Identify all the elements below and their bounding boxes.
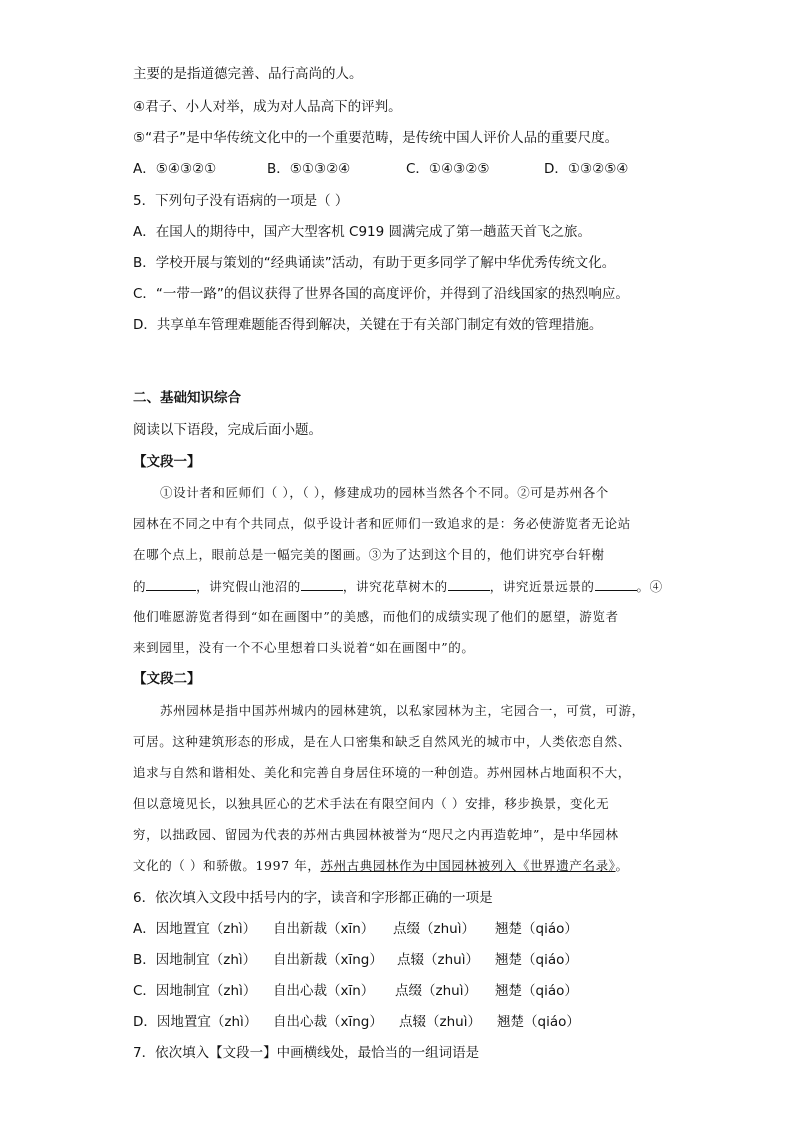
passage2-line: 追求与自然和谐相处、美化和完善自身居住环境的一种创造。苏州园林占地面积不大， (133, 765, 631, 780)
passage1-line-blanks (133, 576, 663, 597)
fill-blank-4[interactable] (595, 576, 637, 591)
q6-option-b-item: 自出新裁（xīng） (273, 952, 383, 968)
passage2-line: 穷，以拙政园、留园为代表的苏州古典园林被誉为“咫尺之内再造乾坤”，是中华园林 (133, 827, 619, 842)
fill-blank-3[interactable] (448, 576, 490, 591)
passage1-text: 的 (133, 579, 147, 594)
q6-option-a-item: 翘楚（qiáo） (495, 921, 578, 937)
passage2-line: 但以意境见长，以独具匠心的艺术手法在有限空间内（ ）安排，移步换景，变化无 (133, 796, 610, 811)
q6-option-b[interactable] (133, 950, 578, 970)
passage1-label: 【文段一】 (133, 454, 201, 470)
q6-option-c-item: 翘楚（qiáo） (495, 983, 578, 999)
q6-option-d-item: 翘楚（qiáo） (497, 1014, 580, 1030)
section-title: 二、基础知识综合 (133, 390, 241, 406)
q4-text-line: 主要的是指道德完善、品行高尚的人。 (133, 66, 363, 82)
passage1-text: 。④ (636, 579, 663, 594)
q5-option-b[interactable]: B．学校开展与策划的“经典诵读”活动，有助于更多同学了解中华优秀传统文化。 (133, 255, 616, 271)
section-intro: 阅读以下语段，完成后面小题。 (133, 422, 322, 438)
q6-option-a[interactable] (133, 919, 578, 939)
passage2-label: 【文段二】 (133, 671, 201, 687)
q6-option-a-item: A．因地置宜（zhì） (133, 921, 257, 937)
passage2-line: 苏州园林是指中国苏州城内的园林建筑，以私家园林为主，宅园合一，可赏，可游， (160, 703, 645, 718)
q6-option-a-item: 点缀（zhuì） (393, 921, 475, 937)
q6-option-b-item: 点辍（zhuì） (397, 952, 479, 968)
passage1-text: ，讲究花草树木的 (342, 579, 448, 594)
passage1-line: 来到园里，没有一个不心里想着口头说着“如在画图中”的。 (133, 640, 475, 655)
q5-option-d[interactable]: D．共享单车管理难题能否得到解决，关键在于有关部门制定有效的管理措施。 (133, 317, 603, 333)
passage1-line: 在哪个点上，眼前总是一幅完美的图画。③为了达到这个目的，他们讲究亭台轩榭 (133, 547, 605, 562)
passage2-text: 。 (615, 858, 629, 873)
passage1-text: ，讲究假山池沼的 (196, 579, 301, 594)
q4-sentence-5: ⑤“君子”是中华传统文化中的一个重要范畴，是传统中国人评价人品的重要尺度。 (133, 130, 619, 146)
q4-option-c[interactable]: C．①④③②⑤ (406, 161, 490, 177)
q4-options (133, 159, 628, 179)
q6-option-a-item: 自出新裁（xīn） (273, 921, 375, 937)
q7-stem: 7．依次填入【文段一】中画横线处，最恰当的一组词语是 (133, 1045, 480, 1061)
q4-option-b[interactable]: B．⑤①③②④ (267, 161, 351, 177)
q5-option-a[interactable]: A．在国人的期待中，国产大型客机 C919 圆满完成了第一趟蓝天首飞之旅。 (133, 224, 592, 240)
q5-stem: 5．下列句子没有语病的一项是（ ） (133, 193, 349, 209)
q6-stem: 6．依次填入文段中括号内的字，读音和字形都正确的一项是 (133, 890, 493, 906)
passage1-line: 他们唯愿游览者得到“如在画图中”的美感，而他们的成绩实现了他们的愿望，游览者 (133, 609, 619, 624)
fill-blank-1[interactable] (146, 576, 196, 591)
passage2-text: 文化的（ ）和骄傲。1997 年， (133, 858, 321, 873)
q6-option-c[interactable] (133, 981, 578, 1001)
q4-option-d[interactable]: D．①③②⑤④ (544, 161, 629, 177)
passage1-text: ，讲究近景远景的 (489, 579, 595, 594)
q6-option-d[interactable] (133, 1012, 580, 1032)
q6-option-b-item: B．因地制宜（zhì） (133, 952, 257, 968)
passage2-line-last (133, 856, 629, 876)
fill-blank-2[interactable] (301, 576, 343, 591)
passage1-line: 园林在不同之中有个共同点，似乎设计者和匠师们一致追求的是：务必使游览者无论站 (133, 516, 631, 531)
q6-option-d-item: 点辍（zhuì） (399, 1014, 481, 1030)
underlined-sentence: 苏州古典园林作为中国园林被列入《世界遗产名录》 (320, 858, 616, 873)
q4-option-a[interactable]: A．⑤④③②① (133, 161, 217, 177)
q6-option-b-item: 翘楚（qiáo） (495, 952, 578, 968)
q4-sentence-4: ④君子、小人对举，成为对人品高下的评判。 (133, 99, 402, 115)
q6-option-c-item: C．因地制宜（zhì） (133, 983, 257, 999)
q5-option-c[interactable]: C．“一带一路”的倡议获得了世界各国的高度评价，并得到了沿线国家的热烈响应。 (133, 286, 629, 302)
q6-option-d-item: D．因地置宜（zhì） (133, 1014, 258, 1030)
q6-option-c-item: 自出心裁（xīn） (273, 983, 375, 999)
passage1-line: ①设计者和匠师们（ ），（ ），修建成功的园林当然各个不同。②可是苏州各个 (160, 485, 609, 500)
q6-option-d-item: 自出心裁（xīng） (273, 1014, 383, 1030)
q6-option-c-item: 点缀（zhuì） (395, 983, 477, 999)
passage2-line: 可居。这种建筑形态的形成，是在人口密集和缺乏自然风光的城市中，人类依恋自然、 (133, 734, 631, 749)
